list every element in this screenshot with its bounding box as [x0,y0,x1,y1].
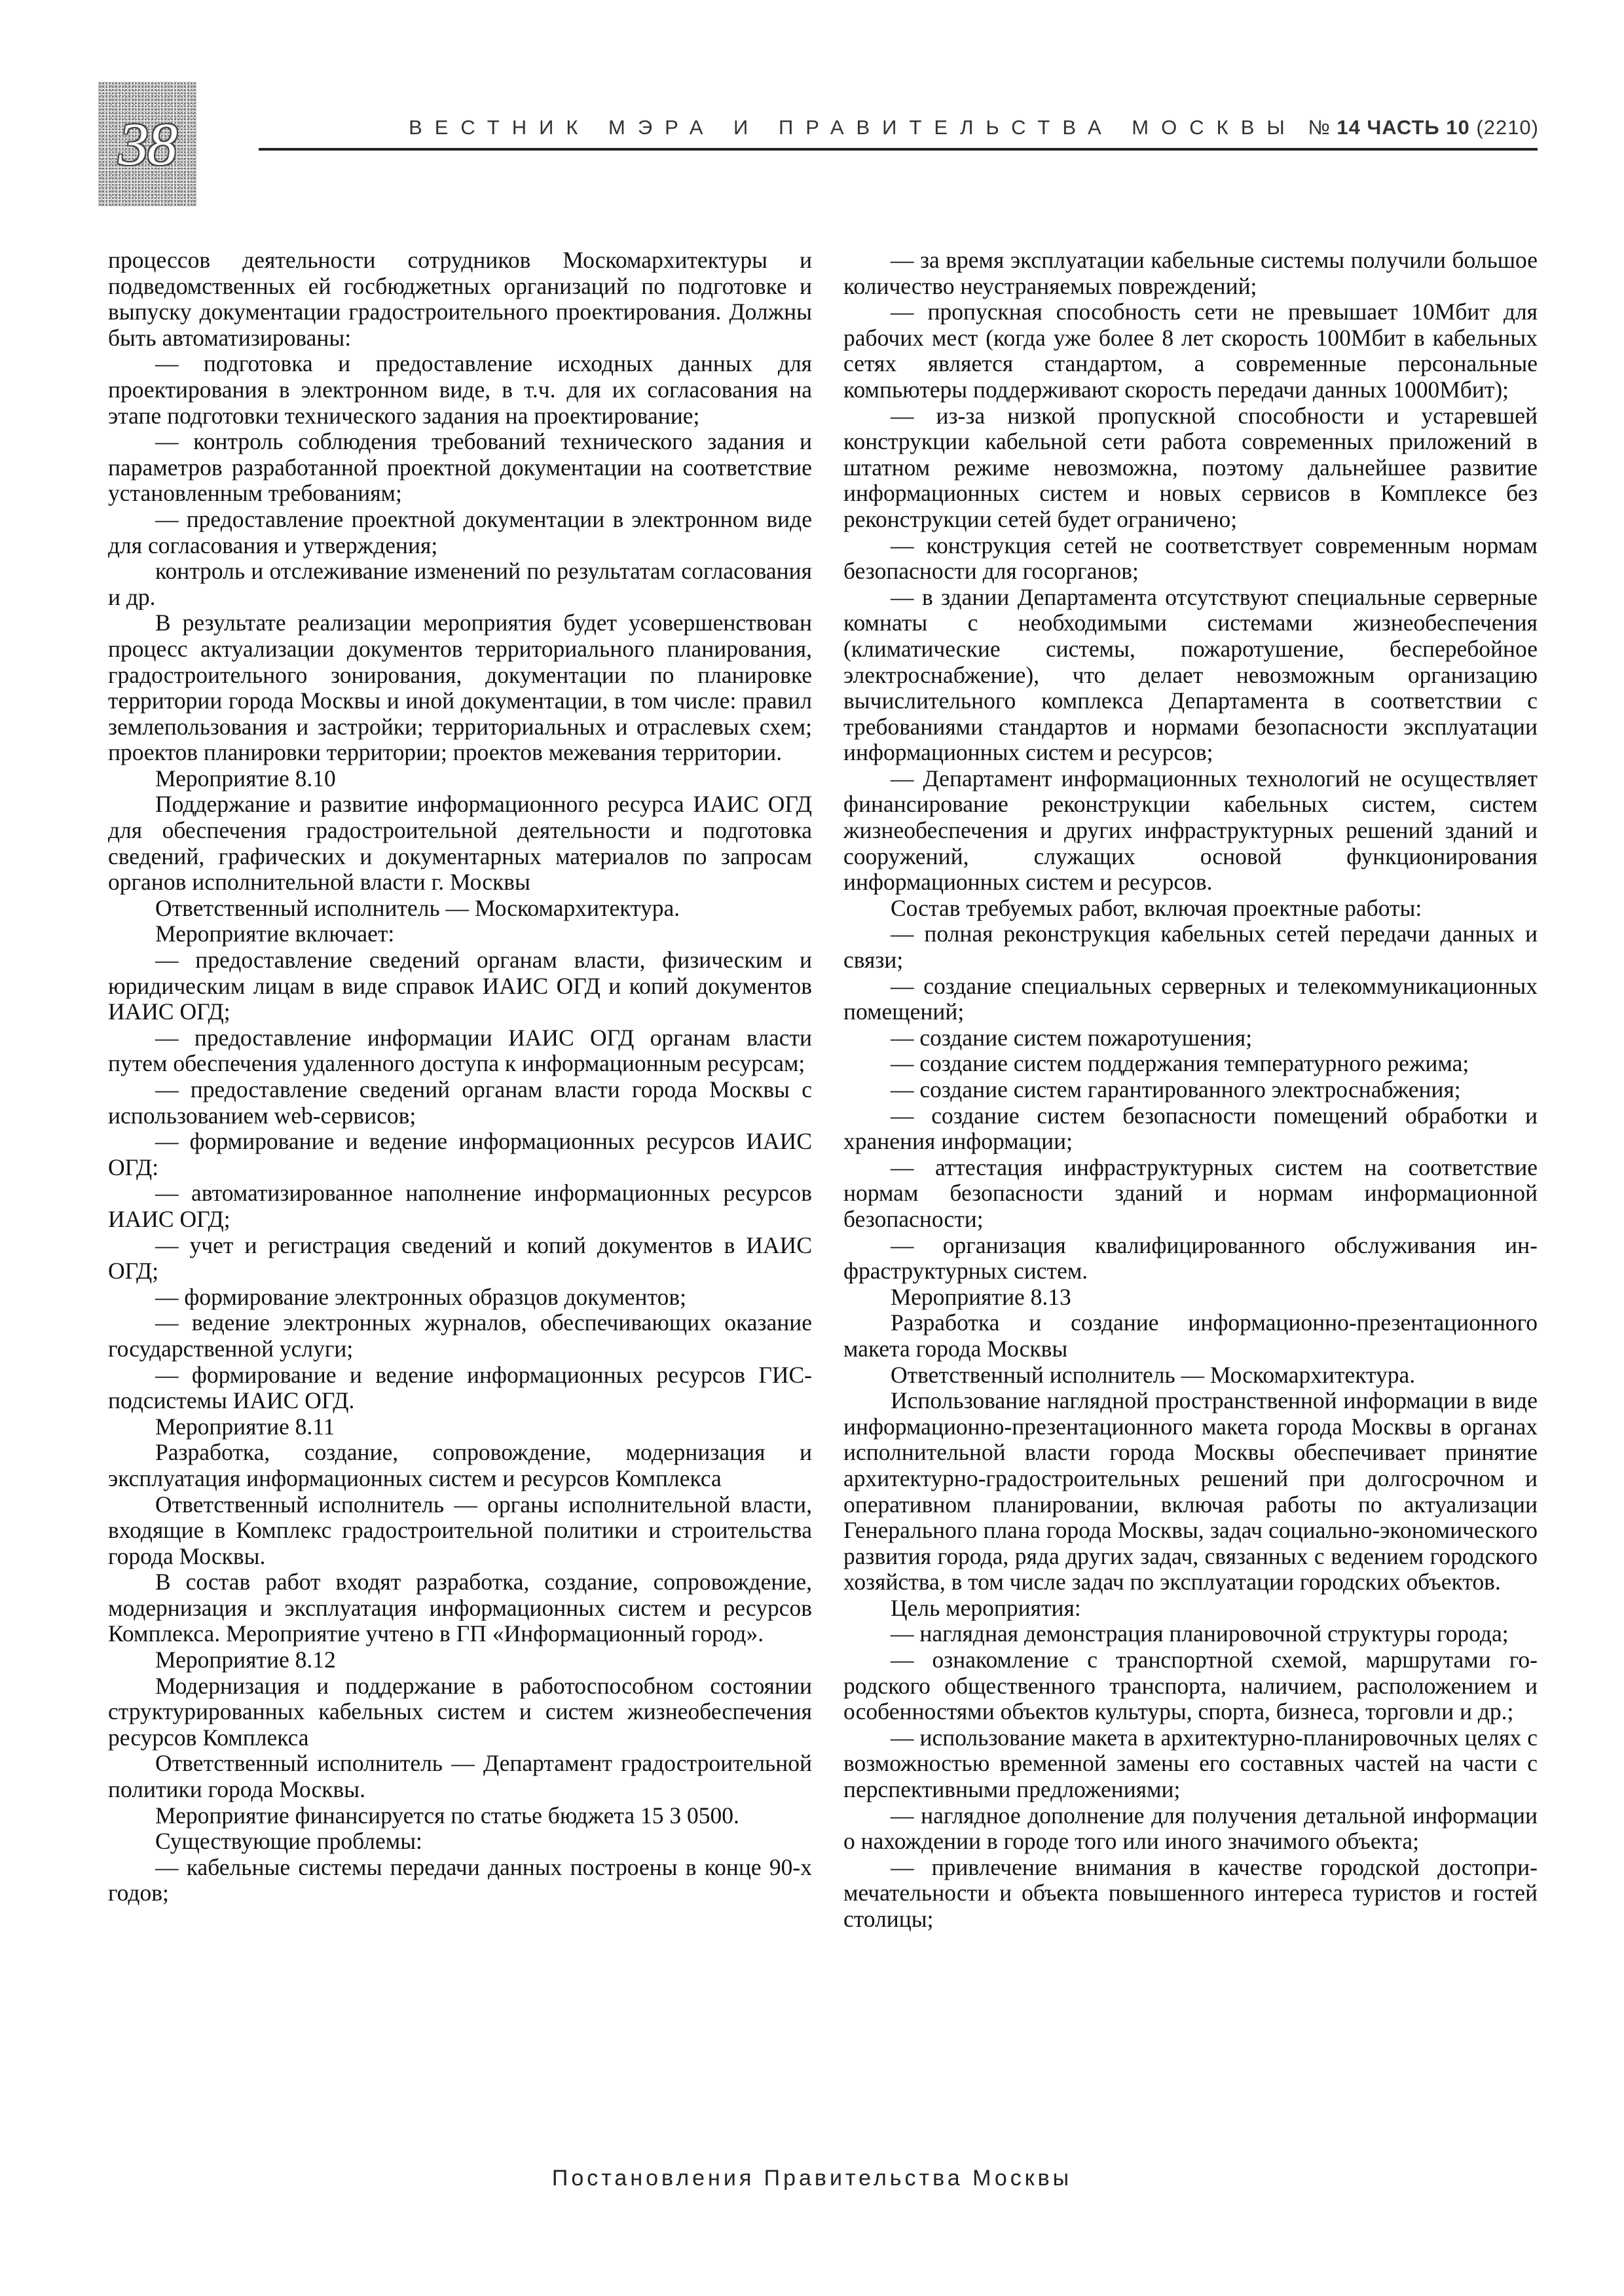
paragraph: — аттестация инфраструктурных систем на соответствие нормам безопасности зданий и нормам информационной безопасности; [843,1154,1538,1232]
paragraph: — использование макета в архитектурно-планировочных целях с возможностью временной замены его составных частей на части с перспективными предложениями; [843,1724,1538,1803]
journal-title: ВЕСТНИК МЭРА И ПРАВИТЕЛЬСТВА МОСКВЫ [409,116,1297,139]
paragraph: Существующие проблемы: [155,1828,422,1855]
paragraph: Ответственный исполнитель — Москомархитектура. [155,894,680,921]
paragraph: Мероприятие финансируется по статье бюджета 15 3 0500. [155,1802,739,1829]
paragraph: — кабельные системы передачи данных построены в конце 90-х годов; [108,1853,812,1906]
paragraph: — автоматизированное наполнение информационных ресурсов ИАИС ОГД; [108,1180,812,1232]
paragraph: — предоставление сведений органам власти, физическим и юридическим лицам в виде справок ИАИС ОГД и копий документов ИАИС ОГД; [108,947,812,1025]
paragraph: Ответственный исполнитель — Департамент градостроительной политики города Москвы. [108,1750,812,1803]
paragraph: — Департамент информационных технологий не осуществляет финансирование реконструкции кабельных систем, систем жизнеобеспечения и других инфраструктурных решений зданий и сооружений, служащих основой функционирования информационных систем и ресурсов. [843,765,1538,896]
paragraph: — за время эксплуатации кабельные системы получили большое количество неустраняемых повреждений; [843,247,1538,299]
paragraph: В состав работ входят разработка, создание, сопровождение, модернизация и эксплуатация информационных систем и ресурсов Комплекса. Мероприятие учтено в ГП «Информационный город». [108,1569,812,1647]
paragraph: — конструкция сетей не соответствует современным нормам безопасности для госорганов; [843,532,1538,585]
paragraph: Модернизация и поддержание в работоспособном состоянии структурированных кабельных систем и систем жизнеобеспечения ресурсов Комплекса [108,1672,812,1751]
paragraph: В результате реализации мероприятия будет усовершенствован процесс актуализации документов территориального планирования, градостроительного зонирования, документации по планировке территории города Москвы и иной документации, в том числе: правил землепользования и застройки; территориальных и отраслевых схем; проектов планировки территории; проектов межевания территории. [108,610,812,766]
paragraph: — формирование электронных образцов документов; [155,1283,686,1310]
paragraph: — создание систем гарантированного электроснабжения; [891,1076,1461,1102]
paragraph: Ответственный исполнитель — органы исполнительной власти, входящие в Комплекс градостроительной политики и строительства города Москвы. [108,1491,812,1569]
paragraph: — привлечение внимания в качестве городской достопримечательности и объекта повышенного интереса туристов и гостей столицы; [843,1853,1538,1932]
running-header [409,116,1539,139]
issue-number: 14 [1337,116,1361,139]
paragraph: Состав требуемых работ, включая проектные работы: [891,894,1422,921]
paragraph: — создание систем безопасности помещений обработки и хранения информации; [843,1102,1538,1155]
issue-prefix: № [1308,116,1331,139]
right-column [843,247,1538,1933]
paragraph: — формирование и ведение информационных ресурсов ИАИС ОГД: [108,1128,812,1180]
issue-total: (2210) [1476,116,1539,139]
page-number: 38 [119,111,176,177]
paragraph: Мероприятие 8.12 [155,1647,336,1673]
paragraph: Мероприятие включает: [155,920,395,947]
paragraph: — создание систем пожаротушения; [891,1024,1253,1051]
paragraph: процессов деятельности сотрудников Москомархитектуры и подведомственных ей госбюджетных организаций по подготовке и выпуску документации градостроительного проектирования. Должны быть автоматизированы: [108,247,812,351]
paragraph: — ознакомление с транспортной схемой, маршрутами городского общественного транспорта, наличием, расположением и особенностями объектов культуры, спорта, бизнеса, торговли и др.; [843,1647,1538,1725]
paragraph: — создание специальных серверных и телекоммуникационных помещений; [843,972,1538,1025]
paragraph: Разработка и создание информационно-презентационного макета города Москвы [843,1309,1538,1362]
paragraph: Поддержание и развитие информационного ресурса ИАИС ОГД для обеспечения градостроительной деятельности и подготовка сведений, графических и документарных материалов по запросам органов исполнительной власти г. Москвы [108,791,812,896]
paragraph: — формирование и ведение информационных ресурсов ГИС-подсистемы ИАИС ОГД. [108,1361,812,1414]
paragraph: — учет и регистрация сведений и копий документов в ИАИС ОГД; [108,1231,812,1285]
header-rule [259,148,1538,151]
left-column [108,247,812,1906]
paragraph: — пропускная способность сети не превышает 10Мбит для рабочих мест (когда уже более 8 лет скорость 100Мбит в кабельных сетях является стандартом, а современные персональные компьютеры поддерживают скорость передачи данных 1000Мбит); [843,299,1538,403]
paragraph: Использование наглядной пространственной информации в виде информационно-презентационного макета города Москвы в органах исполнительной власти города Москвы обеспечивает принятие архитектурно-градостроительных решений при долгосрочном и оперативном планировании, включая работы по актуализации Генерального плана города Москвы, задач социально-экономического развития города, ряда других задач, связанных с ведением городского хозяйства, в том числе задач по эксплуатации городских объектов. [843,1387,1538,1595]
paragraph: Разработка, создание, сопровождение, модернизация и эксплуатация информационных систем и ресурсов Комплекса [108,1439,812,1491]
issue-part: ЧАСТЬ 10 [1367,116,1470,139]
paragraph: — из-за низкой пропускной способности и устаревшей конструкции кабельной сети работа современных приложений в штатном режиме невозможна, поэтому дальнейшее развитие информационных систем и новых сервисов в Комплексе без реконструкции сетей будет ограничено; [843,402,1538,532]
footer-section-title: Постановления Правительства Москвы [551,2166,1073,2191]
paragraph: — предоставление проектной документации в электронном виде для согласования и утверждения; [108,505,812,558]
paragraph: — подготовка и предоставление исходных данных для проектирования в электронном виде, в т.ч. для их согласования на этапе подготовки технического задания на проектирование; [108,350,812,429]
paragraph: — наглядная демонстрация планировочной структуры города; [891,1620,1509,1647]
paragraph: Мероприятие 8.11 [155,1413,335,1440]
paragraph: — предоставление сведений органам власти города Москвы с использованием web-сервисов; [108,1076,812,1129]
paragraph: — контроль соблюдения требований технического задания и параметров разработанной проектной документации на соответствие установленным требованиям; [108,428,812,507]
paragraph: — создание систем поддержания температурного режима; [891,1050,1469,1077]
paragraph: Цель мероприятия: [891,1594,1081,1621]
paragraph: — в здании Департамента отсутствуют специальные серверные комнаты с необходимыми системами жизнеобеспечения (климатические системы, пожаротушение, бесперебойное электроснабжение), что делает невозможным организацию вычислительного комплекса Департамента в соответствии с требованиями стандартов и нормами безопасности эксплуатации информационных систем и ресурсов; [843,583,1538,766]
paragraph: Мероприятие 8.10 [155,765,336,792]
paragraph: — ведение электронных журналов, обеспечивающих оказание государственной услуги; [108,1309,812,1362]
paragraph: контроль и отслеживание изменений по результатам согласования и др. [108,558,812,610]
paragraph: — наглядное дополнение для получения детальной информации о нахождении в городе того или иного значимого объекта; [843,1802,1538,1855]
page-number-badge [98,82,196,206]
paragraph: Ответственный исполнитель — Москомархитектура. [891,1361,1416,1388]
issue-info [1308,116,1539,139]
paragraph: — предоставление информации ИАИС ОГД органам власти путем обеспечения удаленного доступа к информационным ресурсам; [108,1024,812,1077]
paragraph: — полная реконструкция кабельных сетей передачи данных и связи; [843,920,1538,974]
paragraph: Мероприятие 8.13 [891,1283,1071,1310]
paragraph: — организация квалифицированного обслуживания инфраструктурных систем. [843,1231,1538,1285]
